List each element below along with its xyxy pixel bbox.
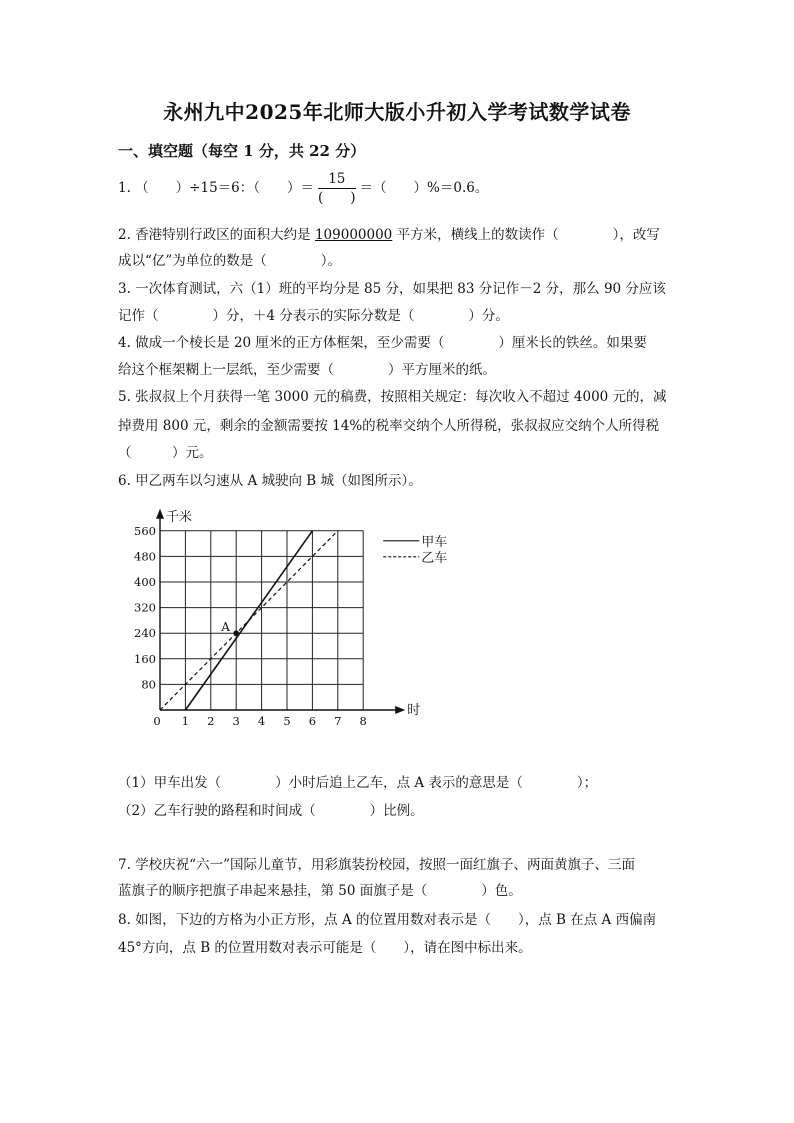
q1-post: ＝（ ）%＝0.6。 [359, 180, 489, 196]
y-tick-label: 80 [141, 677, 156, 692]
question-8-line-1: 8. 如图，下边的方格为小正方形，点 A 的位置用数对表示是（ ），点 B 在点 A 西偏南 [118, 912, 657, 928]
question-2-line-1 [118, 226, 660, 244]
distance-time-chart [118, 500, 448, 730]
q1-denominator: ( ) [318, 190, 356, 206]
y-axis-label: 千米 [166, 509, 193, 525]
question-4-line-1: 4. 做成一个棱长是 20 厘米的正方体框架，至少需要（ ）厘米长的铁丝。如果要 [118, 335, 647, 351]
x-tick-label: 7 [334, 714, 342, 728]
y-tick-label: 400 [134, 575, 156, 589]
legend-label: 乙车 [421, 550, 448, 566]
question-6-line-1: 6. 甲乙两车以匀速从 A 城驶向 B 城（如图所示）。 [118, 473, 422, 489]
point-a-marker [233, 630, 239, 636]
question-3-line-1: 3. 一次体育测试，六（1）班的平均分是 85 分，如果把 83 分记作－2 分，那么 90 分应该 [118, 281, 666, 297]
x-tick-label: 3 [232, 714, 240, 728]
x-axis-label: 时 [407, 703, 421, 718]
question-5-line-1: 5. 张叔叔上个月获得一笔 3000 元的稿费，按照相关规定：每次收入不超过 4000 元的，减 [118, 389, 667, 405]
section-heading: 一、填空题（每空 1 分，共 22 分） [118, 142, 366, 160]
x-tick-label: 6 [308, 714, 317, 728]
q2-text-a: 2. 香港特别行政区的面积大约是 [118, 227, 315, 243]
q1-fraction [318, 170, 356, 207]
y-tick-label: 160 [134, 651, 156, 666]
x-tick-label: 1 [181, 714, 190, 728]
q2-underlined-number: 109000000 [314, 227, 393, 243]
question-7-line-1: 7. 学校庆祝“六一”国际儿童节，用彩旗装扮校园，按照一面红旗子、两面黄旗子、三面 [118, 857, 635, 873]
question-7-line-2: 蓝旗子的顺序把旗子串起来悬挂，第 50 面旗子是（ ）色。 [118, 883, 522, 899]
y-tick-label: 560 [134, 523, 156, 538]
q1-numerator: 15 [318, 170, 356, 189]
origin-label: 0 [153, 714, 161, 728]
question-5-line-3: （ ）元。 [118, 445, 213, 461]
point-a-label: A [221, 620, 230, 635]
q2-text-b: 平方米，横线上的数读作（ ），改写 [392, 227, 660, 243]
q1-pre: 1. （ ）÷15＝6：（ ）＝ [118, 180, 315, 196]
question-2-line-2: 成以“亿”为单位的数是（ ）。 [118, 253, 342, 269]
legend-label: 甲车 [421, 534, 448, 550]
x-axis-arrow [395, 706, 405, 714]
question-6-sub-2: （2）乙车行驶的路程和时间成（ ）比例。 [118, 803, 424, 819]
question-3-line-2: 记作（ ）分，＋4 分表示的实际分数是（ ）分。 [118, 308, 509, 324]
question-4-line-2: 给这个框架糊上一层纸，至少需要（ ）平方厘米的纸。 [118, 362, 496, 378]
question-1 [118, 170, 488, 207]
series-line-yi [160, 531, 338, 710]
x-tick-label: 4 [257, 714, 266, 728]
y-tick-label: 320 [134, 600, 156, 615]
x-tick-label: 8 [359, 714, 367, 728]
y-axis-arrow [156, 509, 164, 519]
y-tick-label: 240 [134, 626, 156, 641]
question-6-sub-1: （1）甲车出发（ ）小时后追上乙车，点 A 表示的意思是（ ）； [118, 775, 598, 791]
exam-title: 永州九中2025年北师大版小升初入学考试数学试卷 [163, 100, 631, 124]
x-tick-label: 5 [283, 714, 291, 728]
x-tick-label: 2 [207, 714, 215, 728]
question-8-line-2: 45°方向，点 B 的位置用数对表示可能是（ ），请在图中标出来。 [118, 940, 532, 956]
question-5-line-2: 掉费用 800 元，剩余的金额需要按 14%的税率交纳个人所得税，张叔叔应交纳个人所得税 [118, 418, 660, 434]
y-tick-label: 480 [134, 549, 156, 564]
